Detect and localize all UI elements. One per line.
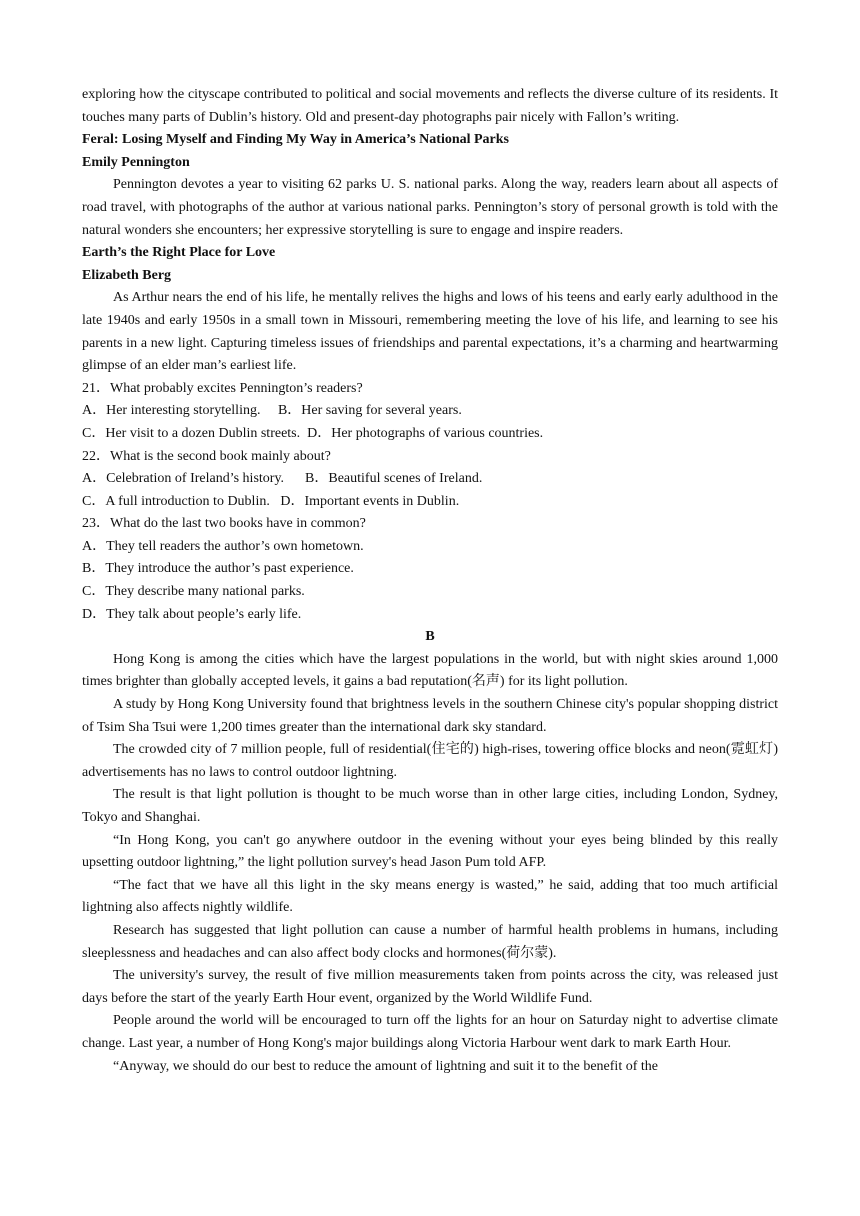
passage-paragraph: People around the world will be encouraged to turn off the lights for an hour on Saturday night to advertise climate change. Last year, a number of Hong Kong's major buildings along Victoria Harbour went dark to mark Earth Hour. — [82, 1013, 778, 1051]
question-23-option-c: C．They describe many national parks. — [82, 584, 305, 600]
passage-paragraph: A study by Hong Kong University found that brightness levels in the southern Chinese city's popular shopping district of Tsim Sha Tsui were 1,200 times greater than the international dark sky standard. — [82, 697, 778, 735]
question-23-option-d: D．They talk about people’s early life. — [82, 606, 302, 622]
book-author-pennington: Emily Pennington — [82, 154, 190, 170]
document-page — [82, 84, 778, 1078]
book-description-earth: As Arthur nears the end of his life, he mentally relives the highs and lows of his teens and early early adulthood in the late 1940s and early 1950s in a small town in Missouri, remembering meeting the love of his life, and learning to see his parents in a new light. Capturing timeless issues of friendships and parental expectations, it’s a charming and heartwarming glimpse of an elder man’s earliest life. — [82, 290, 778, 374]
intro-paragraph-end: exploring how the cityscape contributed to political and social movements and reflects the diverse culture of its residents. It touches many parts of Dublin’s history. Old and present-day photographs pair nicely with Fallon’s writing. — [82, 87, 778, 125]
passage-paragraph: The university's survey, the result of five million measurements taken from points across the city, was released just days before the start of the yearly Earth Hour event, organized by the World Wildlife Fund. — [82, 968, 778, 1006]
book-author-berg: Elizabeth Berg — [82, 267, 172, 283]
question-21-options-ab: A．Her interesting storytelling. B．Her saving for several years. — [82, 403, 462, 419]
passage-paragraph: Research has suggested that light pollution can cause a number of harmful health problems in humans, including sleeplessness and headaches and can also affect body clocks and hormones(荷尔蒙). — [82, 922, 778, 961]
question-23-option-b: B．They introduce the author’s past experience. — [82, 561, 354, 577]
book-description-feral: Pennington devotes a year to visiting 62 parks U. S. national parks. Along the way, readers learn about all aspects of road travel, with photographs of the author at various national parks. Pennington’s story of personal growth is told with the natural wonders she encounters; her expressive storytelling is sure to engage and inspire readers. — [82, 177, 778, 238]
passage-paragraph: Hong Kong is among the cities which have the largest populations in the world, but with night skies around 1,000 times brighter than globally accepted levels, it gains a bad reputation(名声) for its light pollution. — [82, 651, 778, 690]
question-21: 21．What probably excites Pennington’s readers? — [82, 380, 363, 396]
section-heading-b: B — [425, 629, 435, 645]
passage-paragraph: “The fact that we have all this light in the sky means energy is wasted,” he said, adding that too much artificial lightning also affects nightly wildlife. — [82, 877, 778, 916]
question-22: 22．What is the second book mainly about? — [82, 448, 331, 464]
question-22-options-cd: C．A full introduction to Dublin. D．Important events in Dublin. — [82, 493, 460, 509]
passage-paragraph: The crowded city of 7 million people, full of residential(住宅的) high-rises, towering office blocks and neon(霓虹灯) advertisements has no laws to control outdoor lightning. — [82, 742, 778, 780]
passage-paragraph: The result is that light pollution is thought to be much worse than in other large cities, including London, Sydney, Tokyo and Shanghai. — [82, 787, 778, 825]
question-21-options-cd: C．Her visit to a dozen Dublin streets. D．Her photographs of various countries. — [82, 425, 544, 441]
book-title-feral: Feral: Losing Myself and Finding My Way in America’s National Parks — [82, 132, 510, 148]
question-23: 23．What do the last two books have in common? — [82, 516, 366, 532]
question-23-option-a: A．They tell readers the author’s own hometown. — [82, 538, 364, 554]
passage-paragraph: “In Hong Kong, you can't go anywhere outdoor in the evening without your eyes being blinded by this really upsetting outdoor lightning,” the light pollution survey's head Jason Pum told AFP. — [82, 832, 778, 871]
passage-paragraph: “Anyway, we should do our best to reduce the amount of lightning and suit it to the benefit of the — [113, 1058, 658, 1074]
book-title-earth: Earth’s the Right Place for Love — [82, 245, 276, 261]
question-22-options-ab: A．Celebration of Ireland’s history. B．Beautiful scenes of Ireland. — [82, 471, 483, 487]
